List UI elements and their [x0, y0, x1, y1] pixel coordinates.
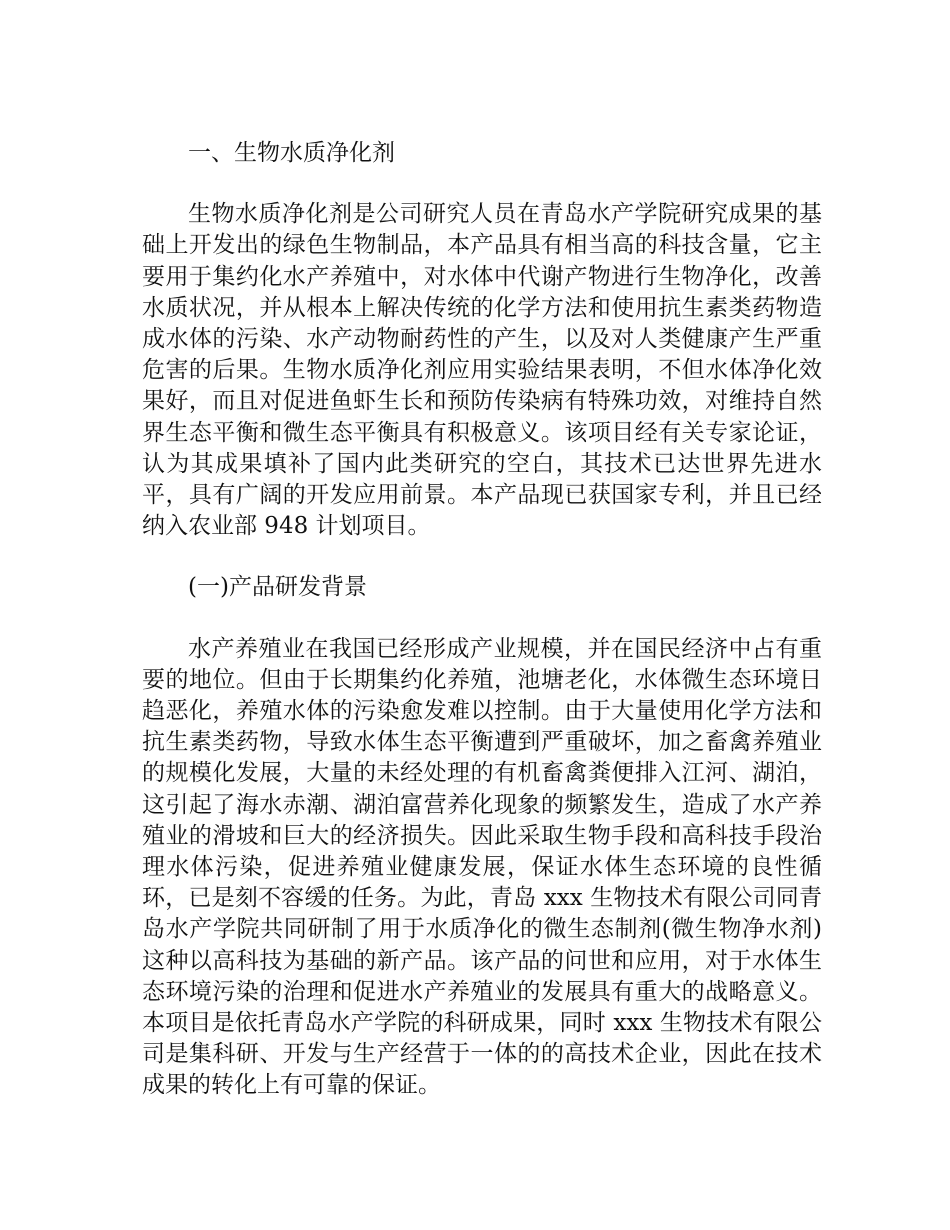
- body-paragraph: 水产养殖业在我国已经形成产业规模，并在国民经济中占有重要的地位。但由于长期集约化养殖，池塘老化，水体微生态环境日趋恶化，养殖水体的污染愈发难以控制。由于大量使用化学方法和抗生素类药物，导致水体生态平衡遭到严重破坏，加之畜禽养殖业的规模化发展，大量的未经处理的有机畜禽粪便排入江河、湖泊，这引起了海水赤潮、湖泊富营养化现象的频繁发生，造成了水产养殖业的滑坡和巨大的经济损失。因此采取生物手段和高科技手段治理水体污染，促进养殖业健康发展，保证水体生态环境的良性循环，已是刻不容缓的任务。为此，青岛 xxx 生物技术有限公司同青岛水产学院共同研制了用于水质净化的微生态制剂(微生物净水剂)这种以高科技为基础的新产品。该产品的问世和应用，对于水体生态环境污染的治理和促进水产养殖业的发展具有重大的战略意义。本项目是依托青岛水产学院的科研成果，同时 xxx 生物技术有限公司是集科研、开发与生产经营于一体的的高技术企业，因此在技术成果的转化上有可靠的保证。: [142, 635, 822, 1099]
- subsection-heading: (一)产品研发背景: [188, 574, 367, 601]
- body-paragraph: 生物水质净化剂是公司研究人员在青岛水产学院研究成果的基础上开发出的绿色生物制品，本产品具有相当高的科技含量，它主要用于集约化水产养殖中，对水体中代谢产物进行生物净化，改善水质状况，并从根本上解决传统的化学方法和使用抗生素类药物造成水体的污染、水产动物耐药性的产生，以及对人类健康产生严重危害的后果。生物水质净化剂应用实验结果表明，不但水体净化效果好，而且对促进鱼虾生长和预防传染病有特殊功效，对维持自然界生态平衡和微生态平衡具有积极意义。该项目经有关专家论证，认为其成果填补了国内此类研究的空白，其技术已达世界先进水平，具有广阔的开发应用前景。本产品现已获国家专利，并且已经纳入农业部 948 计划项目。: [142, 201, 822, 540]
- section-heading: 一、生物水质净化剂: [188, 140, 395, 166]
- document-body: [142, 138, 822, 1132]
